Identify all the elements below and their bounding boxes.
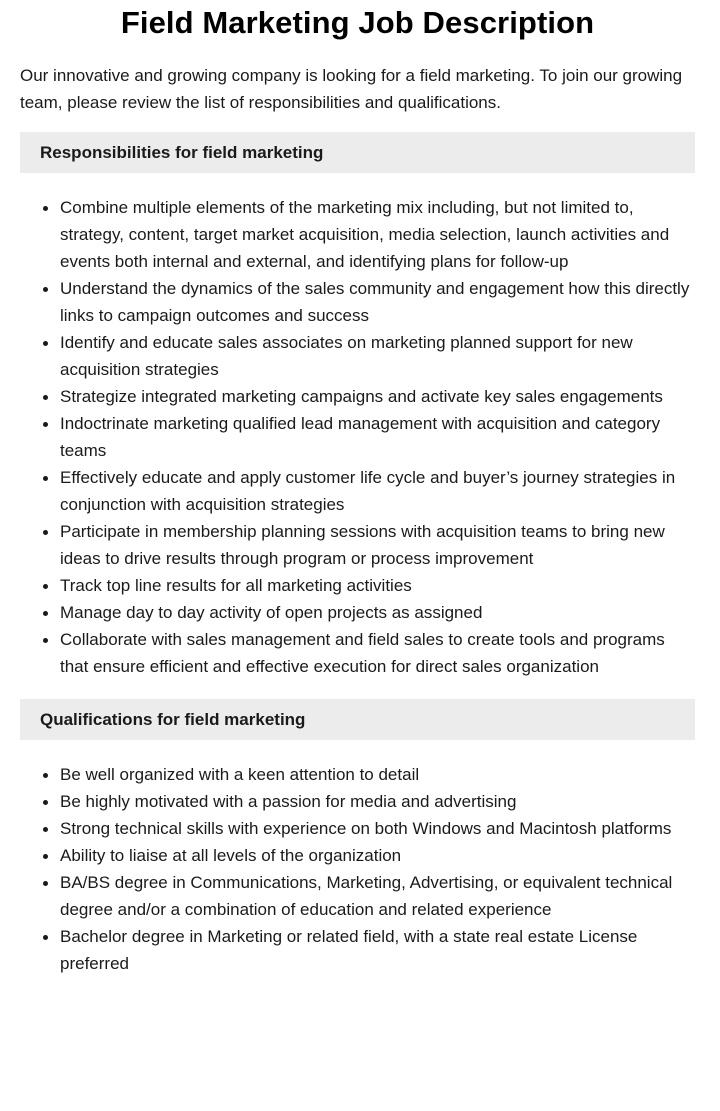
list-item: Indoctrinate marketing qualified lead management with acquisition and category teams: [60, 410, 695, 464]
list-item: Strategize integrated marketing campaigns and activate key sales engagements: [60, 383, 695, 410]
list-item: Strong technical skills with experience on both Windows and Macintosh platforms: [60, 815, 695, 842]
page-title: Field Marketing Job Description: [120, 5, 595, 40]
list-item: Be highly motivated with a passion for media and advertising: [60, 788, 695, 815]
list-item: Understand the dynamics of the sales community and engagement how this directly links to campaign outcomes and success: [60, 275, 695, 329]
list-item: Participate in membership planning sessions with acquisition teams to bring new ideas to drive results through program or process improvement: [60, 518, 695, 572]
list-item: Identify and educate sales associates on marketing planned support for new acquisition strategies: [60, 329, 695, 383]
qualifications-heading: Qualifications for field marketing: [20, 699, 695, 740]
list-item: Ability to liaise at all levels of the organization: [60, 842, 695, 869]
list-item: Manage day to day activity of open projects as assigned: [60, 599, 695, 626]
list-item: Bachelor degree in Marketing or related field, with a state real estate License preferred: [60, 923, 695, 977]
responsibilities-heading: Responsibilities for field marketing: [20, 132, 695, 173]
qualifications-list: [20, 761, 695, 977]
list-item: BA/BS degree in Communications, Marketing, Advertising, or equivalent technical degree and/or a combination of education and related experience: [60, 869, 695, 923]
list-item: Be well organized with a keen attention to detail: [60, 761, 695, 788]
list-item: Track top line results for all marketing activities: [60, 572, 695, 599]
list-item: Combine multiple elements of the marketing mix including, but not limited to, strategy, content, target market acquisition, media selection, launch activities and events both internal and external, and identifying plans for follow-up: [60, 194, 695, 275]
responsibilities-list: [20, 194, 695, 680]
intro-paragraph: Our innovative and growing company is looking for a field marketing. To join our growing team, please review the list of responsibilities and qualifications.: [20, 66, 683, 112]
list-item: Effectively educate and apply customer life cycle and buyer’s journey strategies in conjunction with acquisition strategies: [60, 464, 695, 518]
list-item: Collaborate with sales management and field sales to create tools and programs that ensure efficient and effective execution for direct sales organization: [60, 626, 695, 680]
